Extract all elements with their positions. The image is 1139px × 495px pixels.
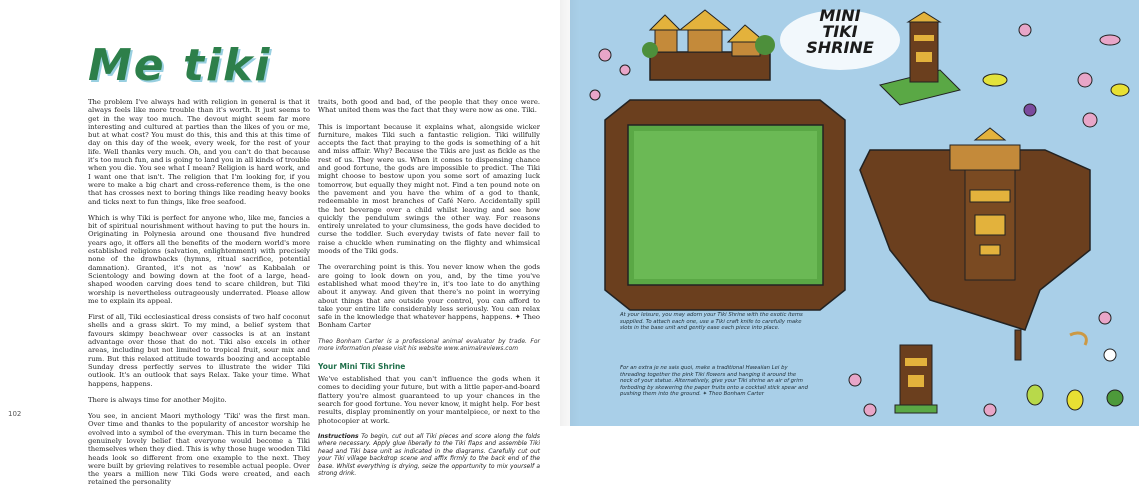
shrine-title-line: TIKI [822,22,858,41]
lei-note: For an extra je ne sais quoi, make a traditional Hawaiian Lei by threading together the pink Tiki flowers and hanging it around the neck of your statue. Alternatively, give your Tiki shrine an air of grim forboding by skewering the paper fruits onto a cocktail stick spear and pushing them into the ground. ✦ Theo Bonham Carter [620,365,808,398]
paragraph: First of all, Tiki ecclesiastical dress consists of two half coconut shells and a grass skirt. To my mind, a belief system that favours skimpy beachwear over cassocks is at an instant advantage over those that do not. Tiki also excels in other areas, including but not limited to tropical fruit, sour mix and rum. But this relaxed attitude towards boozing and acceptable Sunday dress perfectly serves to illustrate the wider Tiki outlook. It's an outlook that says Relax. Take your time. What happens, happens. [88,313,310,388]
article-column-1 [88,98,310,495]
shrine-title [790,8,890,56]
section-heading: Your Mini Tiki Shrine [318,361,406,371]
paragraph: Which is why Tiki is perfect for anyone who, like me, fancies a bit of spiritual nourishment without having to put the hours in. Originating in Polynesia around one thousand five hundred years ago, it offers all the benefits of the modern world's more established religions (salvation, enlightenment) with precisely none of the drawbacks (hymns, ritual sacrifice, potential damnation). Granted, it's not as 'now' as Kabbalah or Scientology and bowing down at the foot of a large, head-shaped wooden carving does tend to scare children, but Tiki worship is nevertheless outrageously underrated. Please allow me to explain its appeal. [88,213,310,305]
article-title: Me tiki [88,40,272,91]
paragraph: The overarching point is this. You never know when the gods are going to look down on you, and, by the time you've established what mood they're in, it's too late to do anything about it anyway. And given that there's no point in worrying about things that are outside your control, you can afford to take your entire life considerably less seriously. You can relax safe in the knowledge that whatever happens, happens. ✦ Theo Bonham Carter [318,263,540,330]
paragraph: We've established that you can't influence the gods when it comes to deciding your future, but with a little paper-and-board flattery you're almost guaranteed to up your chances in the search for good fortune. You never know, it might help. For best results, display prominently on your mantelpiece, or next to the photocopier at work. [318,375,540,425]
author-credit: Theo Bonham Carter is a professional animal evaluator by trade. For more information please visit his website www.animalreviews.com [318,337,540,353]
tiki-shrine-cutout-art [570,0,1139,426]
paragraph: traits, both good and bad, of the people that they once were. What united them was the fact that they were now as one. Tiki. [318,98,540,115]
small-tiki-figure [895,345,937,413]
instructions-label: Instructions [318,432,359,440]
article-column-2 [318,98,540,478]
right-page [570,0,1139,426]
shrine-title-line: SHRINE [806,38,874,57]
tiki-base-cutout [605,100,845,310]
page-number: 102 [8,410,22,418]
instructions-text: To begin, cut out all Tiki pieces and score along the folds where necessary. Apply glue liberally to the Tiki flaps and assemble Tiki head and Tiki base unit as indicated in the diagrams. Carefully cut out your Tiki village backdrop scene and affix firmly to the back end of the base. Whilst everything is drying, seize the opportunity to mix yourself a strong drink. [318,432,540,478]
left-page [0,0,570,487]
adornment-note: At your leisure, you may adorn your Tiki Shrine with the exotic items supplied. To attach each one, use a Tiki craft knife to carefully make slots in the base unit and gently ease each piece into place. [620,312,803,332]
paragraph: This is important because it explains what, alongside wicker furniture, makes Tiki such a fantastic religion. Tiki willfully accepts the fact that praying to the gods is something of a hit and miss affair. Why? Because the Tikis are just as fickle as the rest of us. They were us. When it comes to dispensing chance and good fortune, the gods are impossible to predict. The Tiki might choose to bestow upon you some sort of amazing luck tomorrow, but equally they might not. Find a ten pound note on the pavement and you have the whim of a god to thank, redeemable in most branches of Café Nero. Accidentally spill the hot beverage over a child whilst leaving and see how quickly the pendulum swings the other way. For reasons entirely unrelated to your clumsiness, the gods have decided to curse the toddler. Such everyday twists of fate never fail to raise a chuckle when ruminating on the flighty and whimsical moods of the Tiki gods. [318,122,540,256]
paragraph: There is always time for another Mojito. [88,395,227,404]
instructions [318,433,540,478]
tiki-body-cutout [860,128,1090,330]
paragraph: You see, in ancient Maori mythology 'Tiki' was the first man. Over time and thanks to the popularity of ancestor worship he evolved into a symbol of the everyman. This in turn became the genuinely lovely belief that everyone would become a Tiki themselves when they died. This is why those huge wooden Tiki heads look so different from one example to the next. They were built by grieving relatives to resemble actual people. Over the years a million new Tiki Gods were created, and each retained the personality [88,412,310,487]
tiki-village-backdrop [642,10,775,80]
paragraph: The problem I've always had with religion in general is that it always feels like more trouble than it's worth. It just seems to get in the way too much. The devout might seem far more interesting and cultured at parties than the likes of you or me, but at what cost? You must do this, this and this at this time of day on this day of the week, every week, for the rest of your life. Well thanks very much. Oh, and you can't do that because it's too much fun, and is going to land you in all kinds of trouble when you die. You see what I mean? Religion is hard work, and I want one that isn't. The religion that I'm looking for, if you were to make a big chart and cross-reference them, is the one that has crosses next to boring things like reading heavy books and ticks next to fun things, like free seafood. [88,98,310,206]
shrine-title-line: MINI [819,6,861,25]
